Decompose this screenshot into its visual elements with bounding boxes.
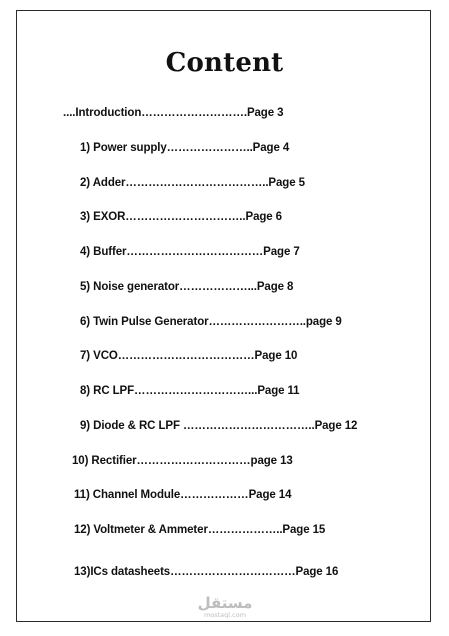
toc-entry-noise-generator: 5) Noise generator………………...Page 8 <box>80 281 294 293</box>
watermark <box>195 596 255 619</box>
watermark-url: mostaql.com <box>203 611 247 619</box>
toc-entry-buffer: 4) Buffer………………………………Page 7 <box>80 246 300 258</box>
toc-entry-rc-lpf: 8) RC LPF…………………………...Page 11 <box>80 385 300 397</box>
watermark-logo: مستقل <box>197 594 253 612</box>
toc-entry-power-supply: 1) Power supply…………………..Page 4 <box>80 142 290 154</box>
toc-entry-adder: 2) Adder………………………………..Page 5 <box>80 177 305 189</box>
toc-entry-exor: 3) EXOR…………………………..Page 6 <box>80 211 282 223</box>
toc-entry-channel-module: 11) Channel Module………………Page 14 <box>74 489 292 501</box>
toc-entry-rectifier: 10) Rectifier…………………………page 13 <box>72 455 293 467</box>
page-title: Content <box>165 48 284 78</box>
toc-entry-diode-rc-lpf: 9) Diode & RC LPF ……………………………..Page 12 <box>80 420 358 432</box>
toc-entry-ics-datasheets: 13)ICs datasheets……………………………Page 16 <box>74 566 339 578</box>
toc-entry-twin-pulse-generator: 6) Twin Pulse Generator……………………..page 9 <box>80 316 342 328</box>
toc-entry-voltmeter-ammeter: 12) Voltmeter & Ammeter………………..Page 15 <box>74 524 326 536</box>
toc-entry-vco: 7) VCO………………………………Page 10 <box>80 350 298 362</box>
toc-entry-introduction: ....Introduction……………………….Page 3 <box>63 107 284 119</box>
